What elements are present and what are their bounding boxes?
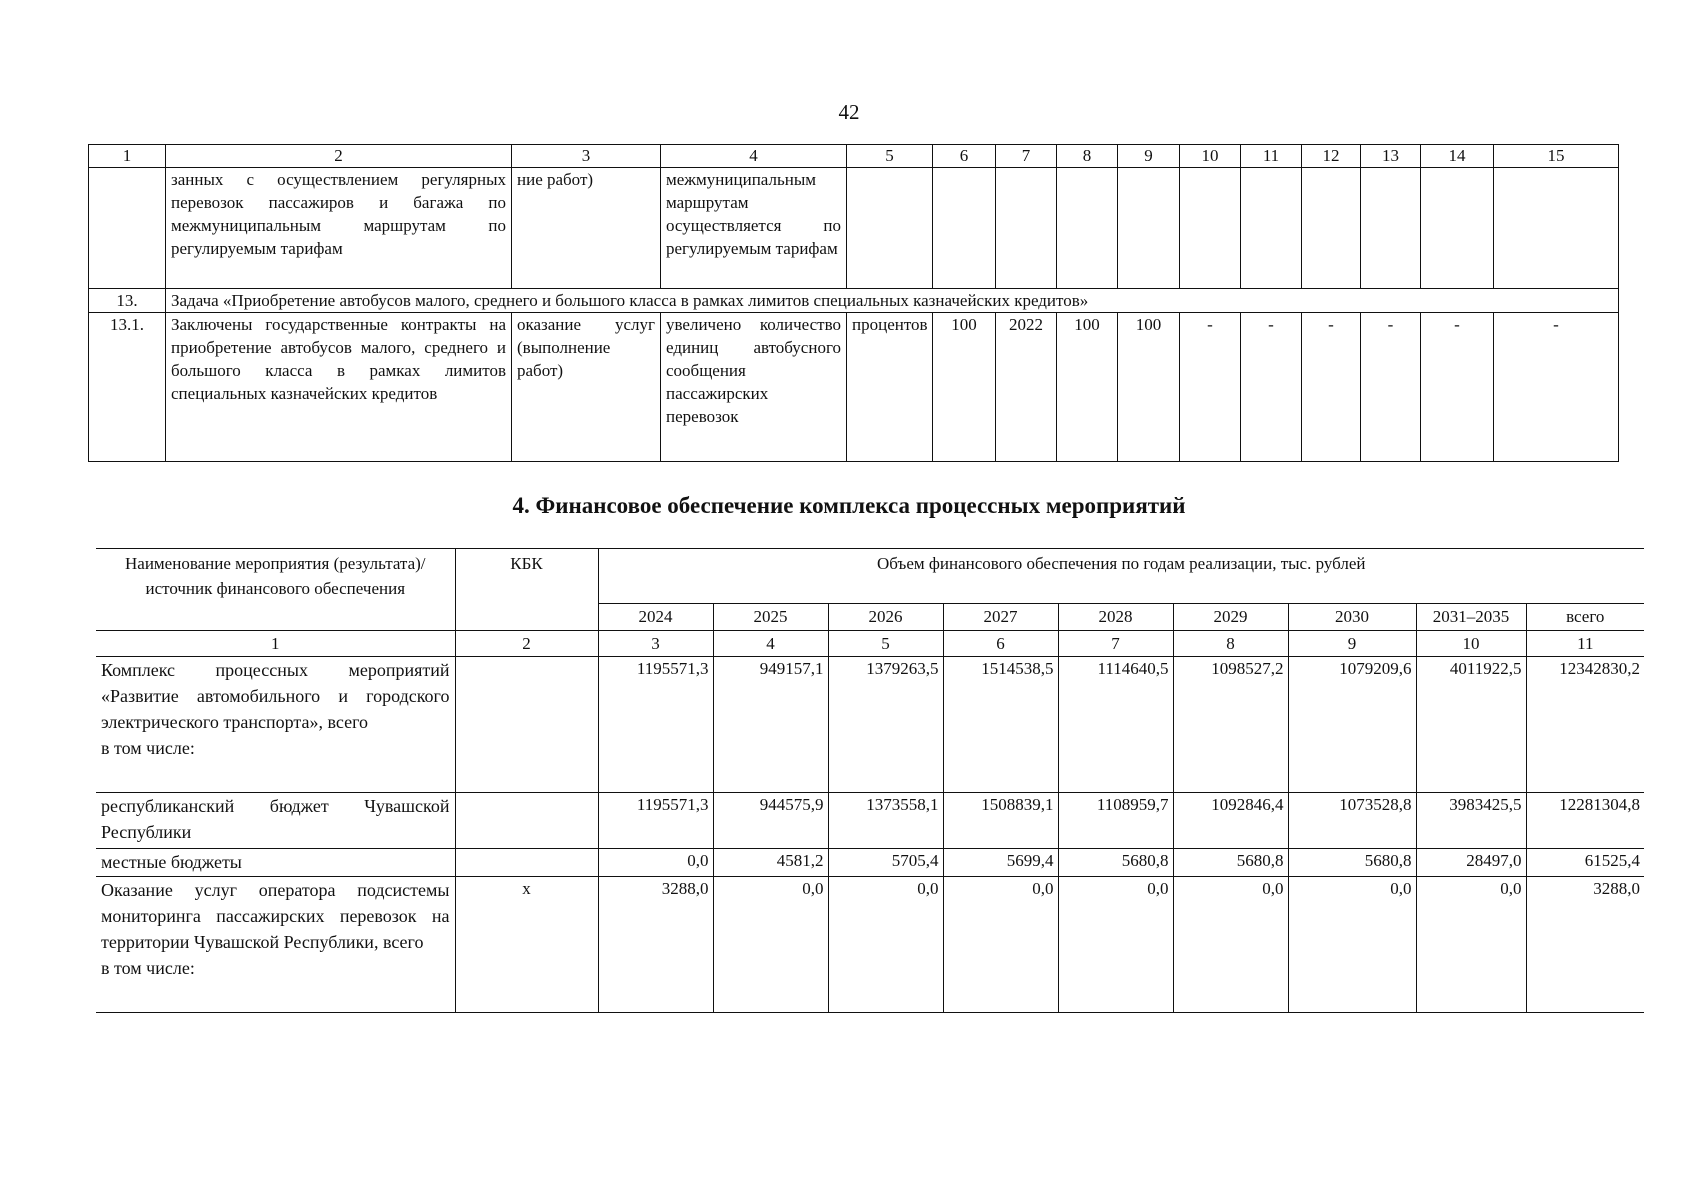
cell-value: 0,0	[1288, 877, 1416, 1013]
cell-value: 1508839,1	[943, 793, 1058, 849]
cell-value: -	[1494, 313, 1619, 462]
cell-value: 5680,8	[1288, 849, 1416, 877]
column-number-row	[96, 631, 1644, 657]
cell-value: 100	[933, 313, 996, 462]
cell-value: 12342830,2	[1526, 657, 1644, 793]
cell-value: 0,0	[598, 849, 713, 877]
result-description: Заключены государственные контракты на приобретение автобусов малого, среднего и большого класса в рамках лимитов специальных казначейских кредитов	[166, 313, 512, 462]
cell-value: 949157,1	[713, 657, 828, 793]
cell-value: 1379263,5	[828, 657, 943, 793]
cell-value: -	[1180, 313, 1241, 462]
header-row	[96, 549, 1644, 604]
year-header: 2028	[1058, 604, 1173, 631]
col-number: 9	[1118, 145, 1180, 168]
col-number: 4	[661, 145, 847, 168]
table-row	[96, 793, 1644, 849]
year-header: 2025	[713, 604, 828, 631]
col-number: 1	[89, 145, 166, 168]
cell-value: 0,0	[1416, 877, 1526, 1013]
page-number: 42	[838, 100, 860, 124]
col-number: 8	[1173, 631, 1288, 657]
result-type: ние работ)	[512, 168, 661, 289]
financing-table	[96, 548, 1644, 1013]
col-number: 8	[1057, 145, 1118, 168]
column-number-row	[89, 145, 1619, 168]
header-volume: Объем финансового обеспечения по годам реализации, тыс. рублей	[598, 549, 1644, 604]
row-kbk	[455, 657, 598, 793]
header-name: Наименование мероприятия (результата)/источник финансового обеспечения	[96, 549, 455, 631]
col-number: 5	[828, 631, 943, 657]
row-name	[96, 657, 455, 793]
cell-value: 1098527,2	[1173, 657, 1288, 793]
cell-value: -	[1361, 313, 1421, 462]
cell-value: 1108959,7	[1058, 793, 1173, 849]
col-number: 4	[713, 631, 828, 657]
table-row	[89, 313, 1619, 462]
row-name: местные бюджеты	[96, 849, 455, 877]
cell-value: 5705,4	[828, 849, 943, 877]
col-number: 7	[1058, 631, 1173, 657]
cell-value: 4581,2	[713, 849, 828, 877]
year-header: 2027	[943, 604, 1058, 631]
col-number: 2	[455, 631, 598, 657]
cell-value: 12281304,8	[1526, 793, 1644, 849]
col-number: 10	[1180, 145, 1241, 168]
col-number: 13	[1361, 145, 1421, 168]
cell-value: 0,0	[828, 877, 943, 1013]
result-characteristic: межмуниципальным маршрутам осуществляется по регулируемым тарифам	[661, 168, 847, 289]
cell-value: -	[1241, 313, 1302, 462]
col-number: 5	[847, 145, 933, 168]
col-number: 11	[1526, 631, 1644, 657]
cell-value: 1114640,5	[1058, 657, 1173, 793]
year-header: всего	[1526, 604, 1644, 631]
row-name-text: Оказание услуг оператора подсистемы мониторинга пассажирских перевозок на территории Чувашской Республики, всего	[101, 880, 450, 952]
cell-value: 100	[1118, 313, 1180, 462]
year-header: 2024	[598, 604, 713, 631]
cell-value: 5680,8	[1058, 849, 1173, 877]
cell-value: 2022	[996, 313, 1057, 462]
cell-value: 1195571,3	[598, 657, 713, 793]
col-number: 10	[1416, 631, 1526, 657]
cell-value: 0,0	[943, 877, 1058, 1013]
header-kbk: КБК	[455, 549, 598, 631]
col-number: 11	[1241, 145, 1302, 168]
col-number: 14	[1421, 145, 1494, 168]
row-kbk	[455, 793, 598, 849]
row-name	[96, 877, 455, 1013]
task-number: 13.	[89, 289, 166, 313]
result-number: 13.1.	[89, 313, 166, 462]
cell-value: 1514538,5	[943, 657, 1058, 793]
col-number: 6	[933, 145, 996, 168]
row-name-text: Комплекс процессных мероприятий «Развитие автомобильного и городского электрического транспорта», всего	[101, 660, 450, 732]
cell-value: 0,0	[1173, 877, 1288, 1013]
col-number: 2	[166, 145, 512, 168]
cell-value: 61525,4	[1526, 849, 1644, 877]
cell-value: -	[1302, 313, 1361, 462]
row-note: в том числе:	[101, 958, 195, 978]
cell-value: 28497,0	[1416, 849, 1526, 877]
row-note: в том числе:	[101, 738, 195, 758]
unit: процентов	[847, 313, 933, 462]
table-row	[96, 849, 1644, 877]
col-number: 3	[512, 145, 661, 168]
col-number: 12	[1302, 145, 1361, 168]
task-row	[89, 289, 1619, 313]
cell-value: 0,0	[713, 877, 828, 1013]
year-header: 2031–2035	[1416, 604, 1526, 631]
col-number: 7	[996, 145, 1057, 168]
task-title: Задача «Приобретение автобусов малого, среднего и большого класса в рамках лимитов специальных казначейских кредитов»	[166, 289, 1619, 313]
cell-value: 944575,9	[713, 793, 828, 849]
cell-value: 5680,8	[1173, 849, 1288, 877]
cell-value: 1195571,3	[598, 793, 713, 849]
table-row	[89, 168, 1619, 289]
table-row	[96, 657, 1644, 793]
result-characteristic: увеличено количество единиц автобусного сообщения пассажирских перевозок	[661, 313, 847, 462]
row-kbk	[455, 849, 598, 877]
col-number: 3	[598, 631, 713, 657]
col-number: 6	[943, 631, 1058, 657]
year-header: 2029	[1173, 604, 1288, 631]
result-description: занных с осуществлением регулярных перевозок пассажиров и багажа по межмуниципальным маршрутам по регулируемым тарифам	[166, 168, 512, 289]
row-kbk: x	[455, 877, 598, 1013]
cell-value: 3288,0	[1526, 877, 1644, 1013]
row-name: республиканский бюджет Чувашской Республики	[96, 793, 455, 849]
cell-value: 100	[1057, 313, 1118, 462]
cell-value: 0,0	[1058, 877, 1173, 1013]
table-row	[96, 877, 1644, 1013]
indicators-table	[88, 144, 1619, 462]
cell-value: 1092846,4	[1173, 793, 1288, 849]
result-type: оказание услуг (выполнение работ)	[512, 313, 661, 462]
year-header: 2026	[828, 604, 943, 631]
col-number: 1	[96, 631, 455, 657]
section-heading: 4. Финансовое обеспечение комплекса процессных мероприятий	[512, 493, 1186, 518]
cell-value: 1079209,6	[1288, 657, 1416, 793]
year-header: 2030	[1288, 604, 1416, 631]
cell-value: 3288,0	[598, 877, 713, 1013]
col-number: 9	[1288, 631, 1416, 657]
cell-value: -	[1421, 313, 1494, 462]
cell-value: 5699,4	[943, 849, 1058, 877]
col-number: 15	[1494, 145, 1619, 168]
cell-value: 1073528,8	[1288, 793, 1416, 849]
cell-value: 4011922,5	[1416, 657, 1526, 793]
cell-value: 1373558,1	[828, 793, 943, 849]
cell-value: 3983425,5	[1416, 793, 1526, 849]
